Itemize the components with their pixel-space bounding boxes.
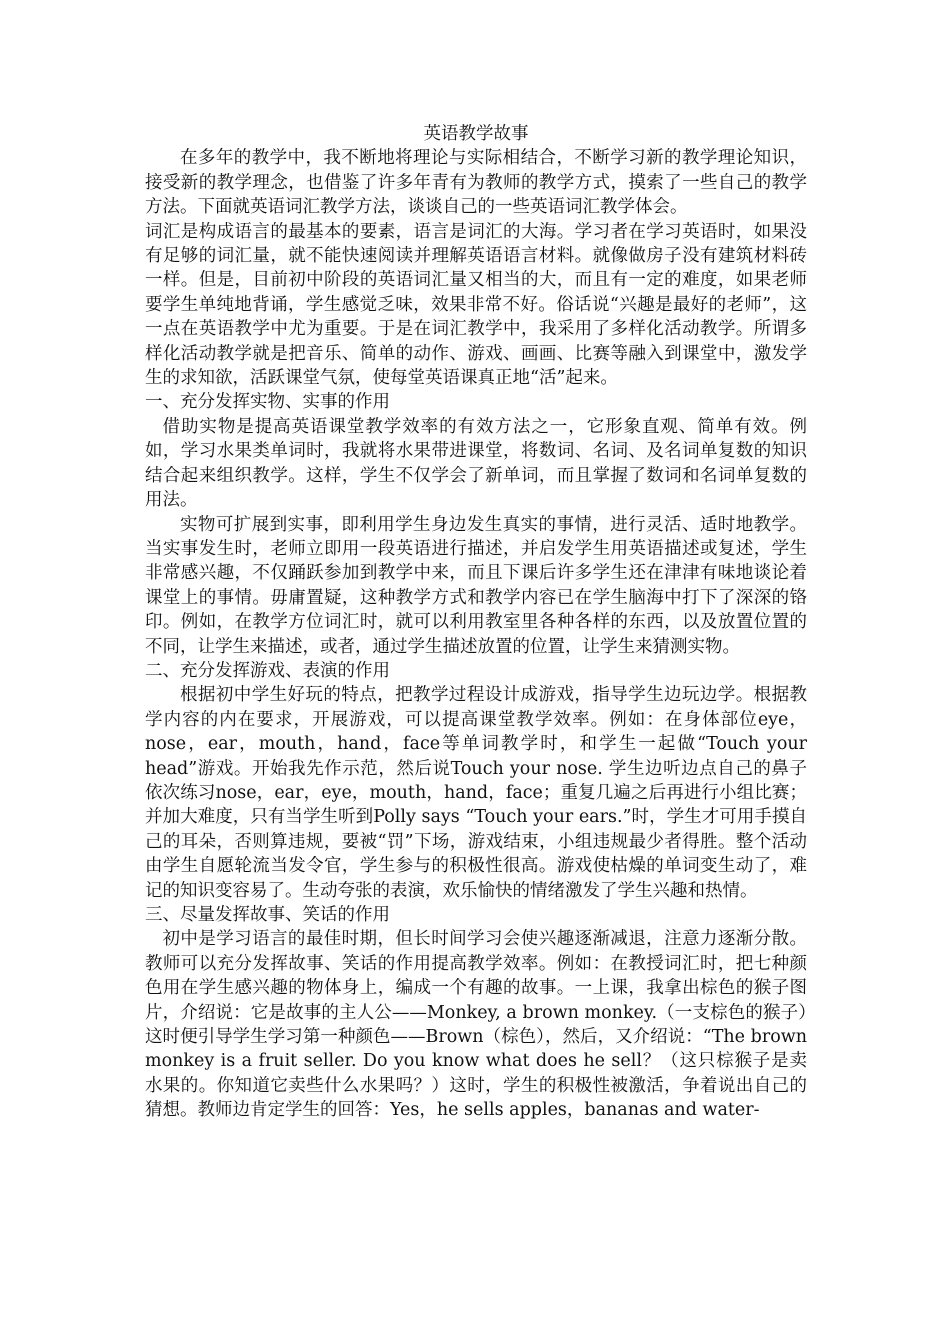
body-paragraph: 初中是学习语言的最佳时期，但长时间学习会使兴趣逐渐减退，注意力逐渐分散。教师可以充分发挥故事、笑话的作用提高教学效率。例如：在教授词汇时，把七种颜色用在学生感兴趣的物体身上，编成一个有趣的故事。一上课，我拿出棕色的猴子图片，介绍说：它是故事的主人公——Monkey, a brown monkey.（一支棕色的猴子）这时便引导学生学习第一种颜色——Brown（棕色），然后，又介绍说：“The brown monkey is a fruit seller. Do you know what does he sell？（这只棕猴子是卖水果的。你知道它卖些什么水果吗？）这时，学生的积极性被激活，争着说出自己的猜想。教师边肯定学生的回答：Yes，he sells apples，bananas and water- [145, 929, 807, 1121]
body-paragraph: 借助实物是提高英语课堂教学效率的有效方法之一，它形象直观、简单有效。例如，学习水果类单词时，我就将水果带进课堂，将数词、名词、及名词单复数的知识结合起来组织教学。这样，学生不仅学会了新单词，而且掌握了数词和名词单复数的用法。 [145, 416, 807, 511]
document-body [145, 122, 807, 1123]
section-heading: 一、充分发挥实物、实事的作用 [145, 392, 390, 413]
document-content [145, 146, 807, 1122]
body-paragraph: 在多年的教学中，我不断地将理论与实际相结合，不断学习新的教学理论知识，接受新的教学理念，也借鉴了许多年青有为教师的教学方式，摸索了一些自己的教学方法。下面就英语词汇教学方法，谈谈自己的一些英语词汇教学体会。 [145, 148, 807, 218]
document-title: 英语教学故事 [423, 124, 529, 144]
section-heading: 二、充分发挥游戏、表演的作用 [145, 660, 390, 681]
body-paragraph: 词汇是构成语言的最基本的要素，语言是词汇的大海。学习者在学习英语时，如果没有足够的词汇量，就不能快速阅读并理解英语语言材料。就像做房子没有建筑材料砖一样。但是，目前初中阶段的英语词汇量又相当的大，而且有一定的难度，如果老师要学生单纯地背诵，学生感觉乏味，效果非常不好。俗话说“兴趣是最好的老师”，这一点在英语教学中尤为重要。于是在词汇教学中，我采用了多样化活动教学。所谓多样化活动教学就是把音乐、简单的动作、游戏、画画、比赛等融入到课堂中，激发学生的求知欲，活跃课堂气氛，使每堂英语课真正地“活”起来。 [145, 221, 807, 389]
body-paragraph: 实物可扩展到实事，即利用学生身边发生真实的事情，进行灵活、适时地教学。当实事发生时，老师立即用一段英语进行描述，并启发学生用英语描述或复述，学生非常感兴趣，不仅踊跃参加到教学中来，而且下课后许多学生还在津津有味地谈论着课堂上的事情。毋庸置疑，这种教学方式和教学内容已在学生脑海中打下了深深的铬印。例如，在教学方位词汇时，就可以利用教室里各种各样的东西，以及放置位置的不同，让学生来描述，或者，通过学生描述放置的位置，让学生来猜测实物。 [145, 514, 807, 657]
body-paragraph: 根据初中学生好玩的特点，把教学过程设计成游戏，指导学生边玩边学。根据教学内容的内在要求，开展游戏，可以提高课堂教学效率。例如：在身体部位eye，nose，ear，mouth，hand，face等单词教学时，和学生一起做“Touch your head”游戏。开始我先作示范，然后说Touch your nose. 学生边听边点自己的鼻子依次练习nose，ear，eye，mouth，hand，face；重复几遍之后再进行小组比赛；并加大难度，只有当学生听到Polly says “Touch your ears.”时，学生才可用手摸自己的耳朵，否则算违规，要被“罚”下场，游戏结束，小组违规最少者得胜。整个活动由学生自愿轮流当发令官，学生参与的积极性很高。游戏使枯燥的单词变生动了，难记的知识变容易了。生动夸张的表演，欢乐愉快的情绪激发了学生兴趣和热情。 [145, 685, 807, 901]
section-heading: 三、尽量发挥故事、笑话的作用 [145, 905, 390, 925]
